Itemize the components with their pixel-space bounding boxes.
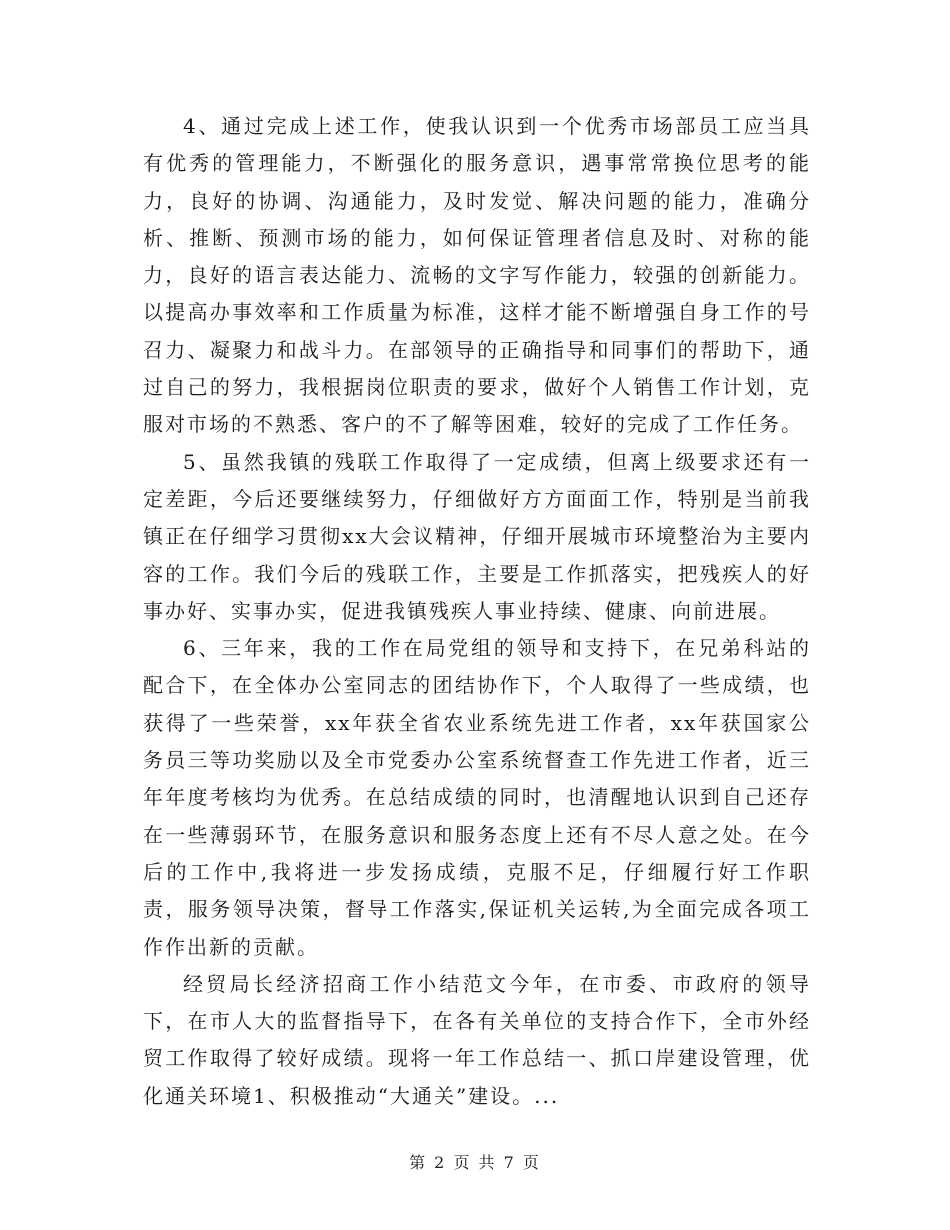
paragraph-item-4: 4、通过完成上述工作，使我认识到一个优秀市场部员工应当具有优秀的管理能力，不断强化的服务意识，遇事常常换位思考的能力，良好的协调、沟通能力，及时发觉、解决问题的能力，准确分析、推断、预测市场的能力，如何保证管理者信息及时、对称的能力，良好的语言表达能力、流畅的文字写作能力，较强的创新能力。以提高办事效率和工作质量为标准，这样才能不断增强自身工作的号召力、凝聚力和战斗力。在部领导的正确指导和同事们的帮助下，通过自己的努力，我根据岗位职责的要求，做好个人销售工作计划，克服对市场的不熟悉、客户的不了解等困难，较好的完成了工作任务。	[143, 114, 811, 437]
paragraph-item-6: 6、三年来，我的工作在局党组的领导和支持下，在兄弟科站的配合下，在全体办公室同志的团结协作下，个人取得了一些成绩，也获得了一些荣誉，xx年获全省农业系统先进工作者，xx年获国家公务员三等功奖励以及全市党委办公室系统督查工作先进工作者，近三年年度考核均为优秀。在总结成绩的同时，也清醒地认识到自己还存在一些薄弱环节，在服务意识和服务态度上还有不尽人意之处。在今后的工作中,我将进一步发扬成绩，克服不足，仔细履行好工作职责，服务领导决策，督导工作落实,保证机关运转,为全面完成各项工作作出新的贡献。	[143, 636, 811, 959]
document-body	[143, 108, 811, 1115]
page-number-footer: 第 2 页 共 7 页	[409, 1153, 541, 1172]
paragraph-item-5: 5、虽然我镇的残联工作取得了一定成绩，但离上级要求还有一定差距，今后还要继续努力，仔细做好方方面面工作，特别是当前我镇正在仔细学习贯彻xx大会议精神，仔细开展城市环境整治为主要内容的工作。我们今后的残联工作，主要是工作抓落实，把残疾人的好事办好、实事办实，促进我镇残疾人事业持续、健康、向前进展。	[143, 449, 811, 623]
paragraph-summary: 经贸局长经济招商工作小结范文今年，在市委、市政府的领导下，在市人大的监督指导下，在各有关单位的支持合作下，全市外经贸工作取得了较好成绩。现将一年工作总结一、抓口岸建设管理，优化通关环境1、积极推动“大通关”建设。...	[143, 971, 811, 1108]
